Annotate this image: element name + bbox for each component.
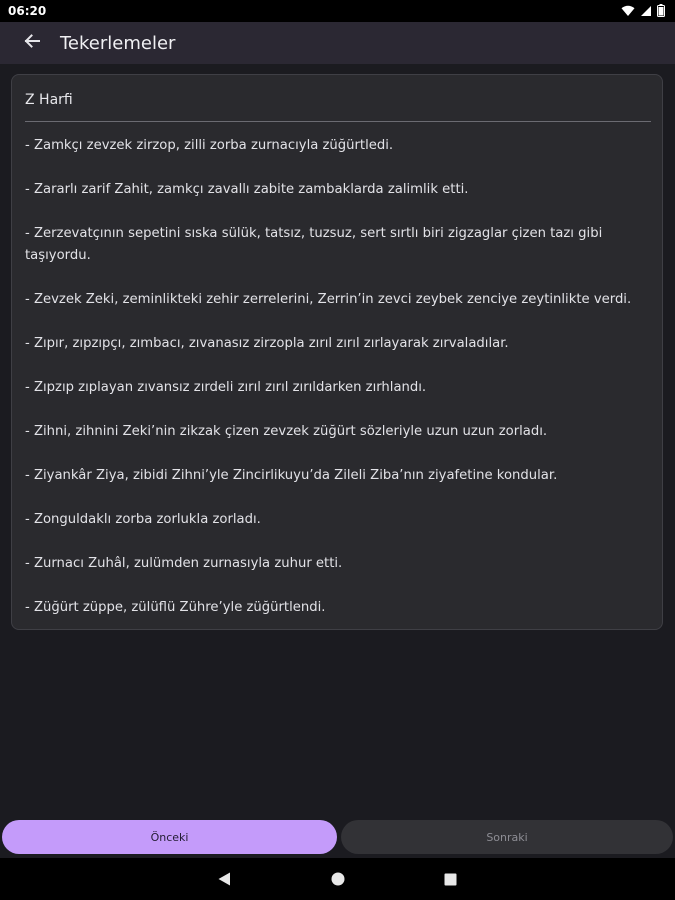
- list-item: - Ziyankâr Ziya, zibidi Zihni’yle Zincirlikuyu’da Zileli Ziba’nın ziyafetine kondular.: [25, 468, 558, 483]
- list-item: - Zonguldaklı zorba zorlukla zorladı.: [25, 512, 261, 527]
- previous-button[interactable]: Önceki: [2, 820, 337, 854]
- page-title: Tekerlemeler: [60, 33, 176, 54]
- list-item: - Zararlı zarif Zahit, zamkçı zavallı zabite zambaklarda zalimlik etti.: [25, 182, 469, 197]
- list-item: - Zıpzıp zıplayan zıvansız zırdeli zırıl zırıl zırıldarken zırhlandı.: [25, 380, 427, 395]
- status-bar: [0, 0, 675, 22]
- next-button[interactable]: Sonraki: [341, 820, 673, 854]
- nav-home-icon[interactable]: [331, 872, 345, 891]
- signal-icon: [640, 5, 652, 17]
- list-item: - Zihni, zihnini Zeki’nin zikzak çizen zevzek züğürt sözleriyle uzun uzun zorladı.: [25, 424, 548, 439]
- arrow-left-icon: [23, 32, 41, 55]
- nav-recents-icon[interactable]: [444, 873, 457, 891]
- divider: [25, 121, 651, 122]
- list-item: - Züğürt züppe, zülüflü Zühre’yle züğürtlendi.: [25, 600, 326, 615]
- content-card: [11, 74, 663, 630]
- wifi-icon: [621, 5, 635, 17]
- app-bar: [0, 22, 675, 64]
- system-nav-bar: [0, 858, 675, 900]
- list-item: - Zurnacı Zuhâl, zulümden zurnasıyla zuhur etti.: [25, 556, 343, 571]
- list-item: - Zamkçı zevzek zirzop, zilli zorba zurnacıyla züğürtledi.: [25, 138, 394, 153]
- list-item: - Zerzevatçının sepetini sıska sülük, tatsız, tuzsuz, sert sırtlı biri zigzaglar çizen tazı gibi taşıyordu.: [25, 226, 603, 263]
- tongue-twister-list: [25, 135, 653, 641]
- status-icons: [621, 4, 665, 17]
- list-item: - Zevzek Zeki, zeminlikteki zehir zerrelerini, Zerrin’in zevci zeybek zenciye zeytinlikte verdi.: [25, 292, 632, 307]
- list-item: - Zıpır, zıpzıpçı, zımbacı, zıvanasız zirzopla zırıl zırıl zırlayarak zırvaladılar.: [25, 336, 509, 351]
- nav-back-icon[interactable]: [216, 871, 232, 892]
- battery-icon: [657, 4, 665, 17]
- status-time: 06:20: [8, 4, 47, 18]
- back-button[interactable]: [20, 31, 44, 55]
- card-title: Z Harfi: [25, 92, 73, 108]
